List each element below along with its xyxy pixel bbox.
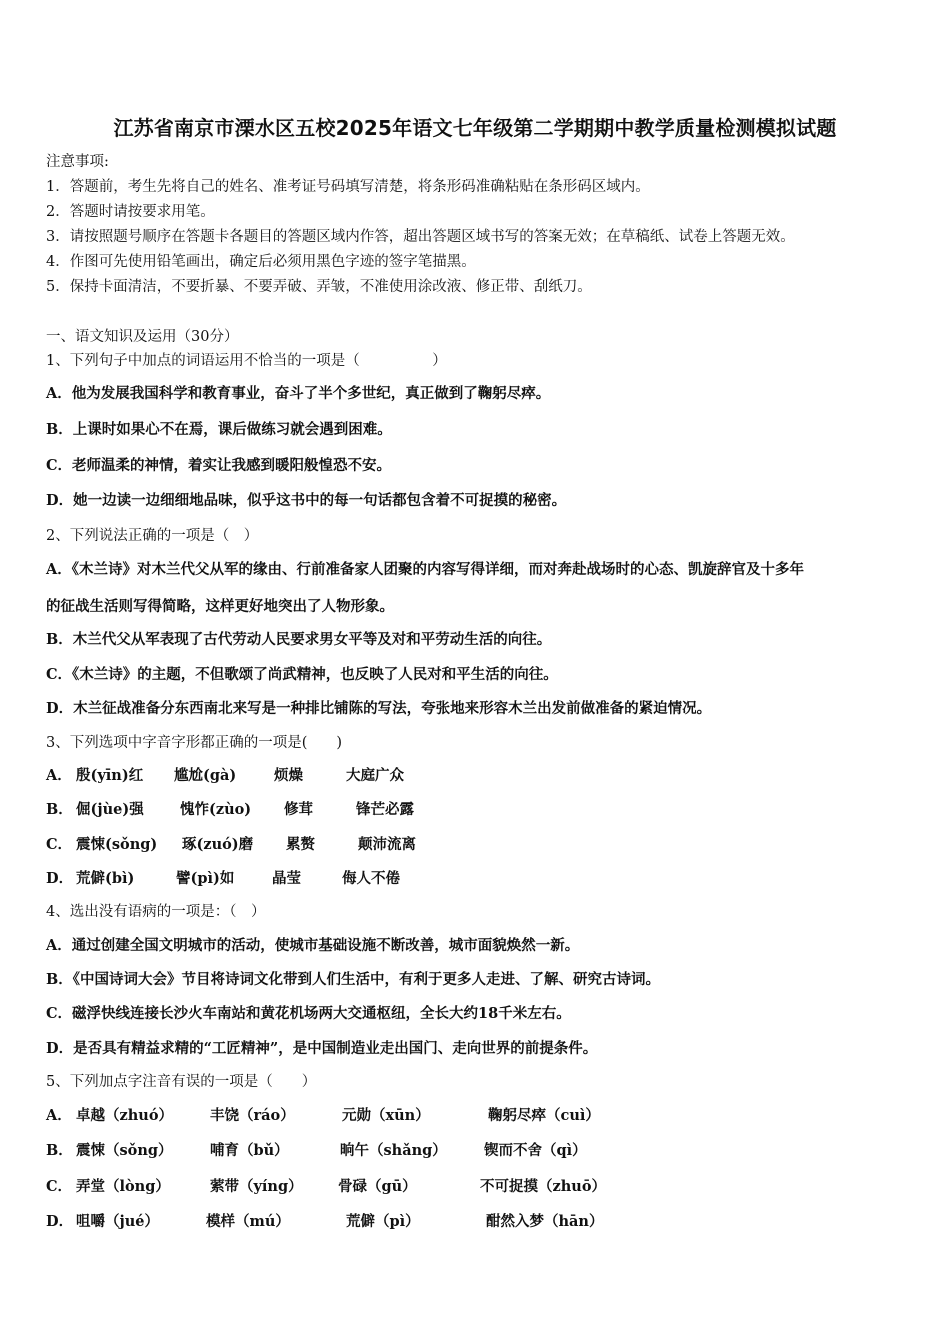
option-word: 震悚（sǒng）: [76, 1142, 173, 1159]
option-word: 颠沛流离: [358, 836, 416, 853]
question-4-stem: 4、选出没有语病的一项是：（ ）: [46, 904, 266, 920]
q2-option-a: A．《木兰诗》对木兰代父从军的缘由、行前准备家人团聚的内容写得详细，而对奔赴战场时的心态、凯旋辞官及十多年: [46, 561, 804, 578]
option-word: 咀嚼（jué）: [76, 1213, 160, 1230]
q4-option-a: A．通过创建全国文明城市的活动，使城市基础设施不断改善，城市面貌焕然一新。: [46, 937, 580, 954]
option-label: D．: [46, 870, 74, 887]
option-word: 愧怍(zùo): [180, 801, 252, 818]
notice-item: 5．保持卡面清洁，不要折暴、不要弄破、弄皱，不准使用涂改液、修正带、刮纸刀。: [46, 279, 592, 295]
option-label: B．: [46, 1142, 73, 1159]
option-word: 尴尬(gà): [174, 767, 237, 784]
option-word: 烦燥: [274, 767, 303, 784]
notice-item: 1．答题前，考生先将自己的姓名、准考证号码填写清楚，将条形码准确粘贴在条形码区域内。: [46, 179, 650, 195]
option-word: 哺育（bǔ）: [210, 1142, 289, 1159]
option-word: 震悚(sǒng): [76, 836, 158, 853]
option-word: 骨碌（gū）: [338, 1178, 417, 1195]
section-title: 一、语文知识及运用（30分）: [46, 329, 239, 345]
option-word: 丰饶（ráo）: [210, 1107, 295, 1124]
option-label: C．: [46, 1178, 73, 1195]
notice-item: 2．答题时请按要求用笔。: [46, 204, 215, 220]
option-word: 荒僻（pì）: [346, 1213, 420, 1230]
q4-option-d: D．是否具有精益求精的“工匠精神”，是中国制造业走出国门、走向世界的前提条件。: [46, 1040, 598, 1057]
option-word: 大庭广众: [346, 767, 404, 784]
option-label: C．: [46, 836, 73, 853]
question-3-stem: 3、下列选项中字音字形都正确的一项是( ): [46, 735, 343, 751]
option-label: B．: [46, 801, 73, 818]
q2-option-c: C．《木兰诗》的主题，不但歌颂了尚武精神，也反映了人民对和平生活的向往。: [46, 666, 558, 683]
option-word: 萦带（yíng）: [210, 1178, 303, 1195]
option-word: 晌午（shǎng）: [340, 1142, 447, 1159]
q5-option-a: [46, 1107, 600, 1125]
q2-option-d: D．木兰征战准备分东西南北来写是一种排比铺陈的写法，夸张地来形容木兰出发前做准备的紧迫情况。: [46, 700, 712, 717]
option-word: 晶莹: [272, 870, 301, 887]
q2-option-a-cont: 的征战生活则写得简略，这样更好地突出了人物形象。: [46, 598, 394, 615]
q3-option-a: [46, 767, 404, 785]
q4-option-c: C．磁浮快线连接长沙火车南站和黄花机场两大交通枢纽，全长大约18千米左右。: [46, 1005, 571, 1022]
option-word: 累赘: [286, 836, 315, 853]
option-word: 弄堂（lòng）: [76, 1178, 170, 1195]
q1-option-b: B．上课时如果心不在焉，课后做练习就会遇到困难。: [46, 421, 392, 438]
option-word: 鞠躬尽瘁（cuì）: [488, 1107, 600, 1124]
option-word: 琢(zuó)磨: [182, 836, 254, 853]
question-2-stem: 2、下列说法正确的一项是（ ）: [46, 528, 259, 544]
q3-option-b: [46, 801, 414, 819]
option-word: 模样（mú）: [206, 1213, 290, 1230]
q2-option-b: B．木兰代父从军表现了古代劳动人民要求男女平等及对和平劳动生活的向往。: [46, 631, 552, 648]
notice-heading: 注意事项:: [46, 154, 109, 170]
option-word: 譬(pì)如: [176, 870, 235, 887]
q5-option-c: [46, 1178, 606, 1196]
q3-option-c: [46, 836, 416, 854]
page-title: 江苏省南京市溧水区五校2025年语文七年级第二学期期中教学质量检测模拟试题: [113, 116, 837, 140]
option-word: 卓越（zhuó）: [76, 1107, 173, 1124]
option-word: 荒僻(bì): [76, 870, 135, 887]
option-label: A．: [46, 767, 72, 784]
q4-option-b: B．《中国诗词大会》节目将诗词文化带到人们生活中，有利于更多人走进、了解、研究古诗词。: [46, 971, 661, 988]
q1-option-c: C．老师温柔的神情，着实让我感到暖阳般惶恐不安。: [46, 457, 392, 474]
q1-option-a: A．他为发展我国科学和教育事业，奋斗了半个多世纪，真正做到了鞠躬尽瘁。: [46, 385, 551, 402]
option-word: 侮人不倦: [342, 870, 400, 887]
q1-option-d: D．她一边读一边细细地品味，似乎这书中的每一句话都包含着不可捉摸的秘密。: [46, 492, 567, 509]
q5-option-b: [46, 1142, 587, 1160]
option-word: 锋芒必露: [356, 801, 414, 818]
option-word: 修茸: [284, 801, 313, 818]
option-word: 不可捉摸（zhuō）: [480, 1178, 606, 1195]
option-word: 锲而不舍（qì）: [484, 1142, 587, 1159]
option-label: A．: [46, 1107, 72, 1124]
option-word: 元勋（xūn）: [342, 1107, 430, 1124]
q5-option-d: [46, 1213, 603, 1231]
notice-item: 4．作图可先使用铅笔画出，确定后必须用黑色字迹的签字笔描黑。: [46, 254, 476, 270]
notice-item: 3．请按照题号顺序在答题卡各题目的答题区域内作答，超出答题区域书写的答案无效；在草稿纸、试卷上答题无效。: [46, 229, 795, 245]
option-word: 殷(yīn)红: [76, 767, 144, 784]
q3-option-d: [46, 870, 400, 888]
option-word: 倔(jùe)强: [76, 801, 144, 818]
option-label: D．: [46, 1213, 74, 1230]
question-5-stem: 5、下列加点字注音有误的一项是（ ）: [46, 1074, 317, 1090]
option-word: 酣然入梦（hān）: [486, 1213, 604, 1230]
question-1-stem: 1、下列句子中加点的词语运用不恰当的一项是（ ）: [46, 353, 447, 369]
